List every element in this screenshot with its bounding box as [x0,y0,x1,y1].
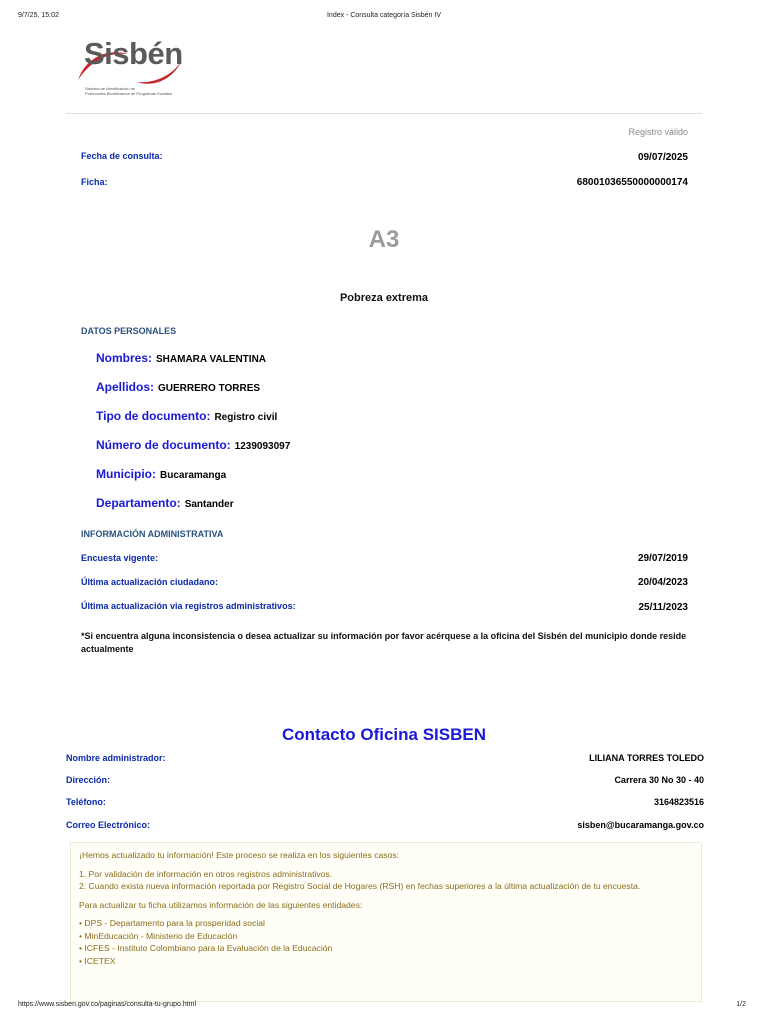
encuesta-vigente-value: 29/07/2019 [637,553,688,564]
actualizacion-registros-label: Última actualización via registros administrativos: [81,601,296,611]
header-divider [66,113,702,114]
field-tipo-documento: Tipo de documento: Registro civil [96,409,278,423]
page-number: 1/2 [736,1001,746,1008]
contact-title: Contacto Oficina SISBEN [281,725,487,744]
actualizacion-registros-value: 25/11/2023 [638,602,688,613]
infobox-case-2: 2. Cuando exista nueva información reportada por Registro Social de Hogares (RSH) en fechas superiores a la última actualización de tu encuesta. [79,881,641,891]
contact-admin-label: Nombre administrador: [66,753,166,763]
ficha-value: 68001036550000000174 [576,177,688,188]
contact-correo-label: Correo Electrónico: [66,820,151,830]
print-datetime: 9/7/25, 15:02 [18,12,59,19]
fecha-consulta-value: 09/07/2025 [637,152,688,163]
field-numero-documento: Número de documento: 1239093097 [96,438,291,452]
field-municipio: Municipio: Bucaramanga [96,467,227,481]
contact-admin-value: LILIANA TORRES TOLEDO [589,753,704,763]
list-item: • DPS - Departamento para la prosperidad social [79,918,265,928]
print-title: Index - Consulta categoría Sisbén IV [326,12,441,19]
contact-telefono-value: 3164823516 [653,797,704,807]
field-apellidos: Apellidos: GUERRERO TORRES [96,380,261,394]
admin-section-title: INFORMACIÓN ADMINISTRATIVA [81,529,224,539]
contact-correo-value: sisben@bucaramanga.gov.co [577,820,704,830]
print-url: https://www.sisben.gov.co/paginas/consulta-tu-grupo.html [18,1001,197,1008]
list-item: • ICFES - Instituto Colombiano para la Evaluación de la Educación [79,943,333,953]
logo-wordmark: Sisbén [84,36,183,71]
encuesta-vigente-label: Encuesta vigente: [81,553,159,563]
inconsistency-note: *Si encuentra alguna inconsistencia o desea actualizar su información por favor acérquese a la oficina del Sisbén del municipio donde reside actualmente [81,631,687,654]
category-code: A3 [368,226,400,253]
update-info-box [70,842,702,1002]
contact-direccion-value: Carrera 30 No 30 - 40 [614,775,704,785]
logo-tagline: Sistema de Identificación de Potenciales Beneficiarios de Programas Sociales [85,86,173,96]
actualizacion-ciudadano-label: Última actualización ciudadano: [81,577,219,587]
infobox-intro: ¡Hemos actualizado tu información! Este proceso se realiza en los siguientes casos: [79,850,400,860]
infobox-case-1: 1. Por validación de información en otros registros administrativos. [79,868,333,879]
personal-section-title: DATOS PERSONALES [81,326,177,336]
field-departamento: Departamento: Santander [96,496,234,510]
category-description: Pobreza extrema [339,292,429,304]
status-badge: Registro válido [628,127,688,137]
list-item: • ICETEX [79,955,116,966]
list-item: • MinEducación - Ministerio de Educación [79,930,238,941]
entity-list [79,917,693,967]
field-nombres: Nombres: SHAMARA VALENTINA [96,351,267,365]
fecha-consulta-label: Fecha de consulta: [81,151,163,161]
contact-telefono-label: Teléfono: [66,797,106,807]
actualizacion-ciudadano-value: 20/04/2023 [637,577,688,588]
sisben-logo [76,36,186,98]
infobox-entities-intro: Para actualizar tu ficha utilizamos información de las siguientes entidades: [79,899,363,910]
contact-direccion-label: Dirección: [66,775,111,785]
ficha-label: Ficha: [81,177,108,187]
